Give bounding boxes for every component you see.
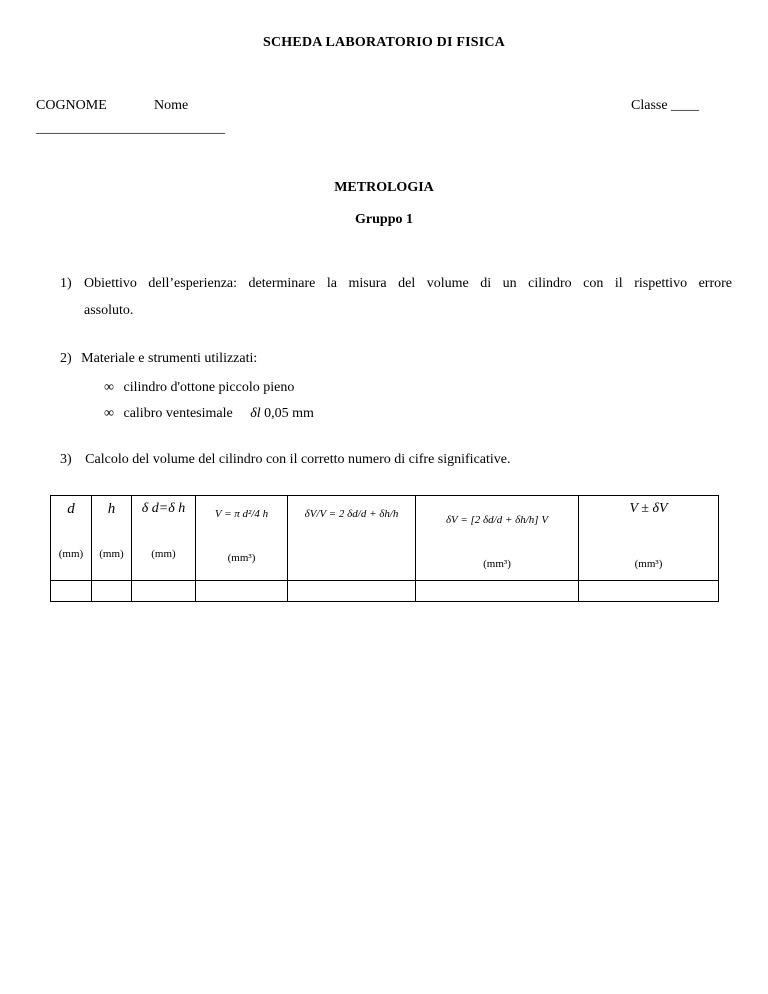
column-unit: (mm³) bbox=[634, 558, 663, 570]
column-symbol: d bbox=[67, 501, 75, 517]
column-unit: (mm) bbox=[99, 548, 124, 560]
classe-label: Classe ____ bbox=[631, 98, 700, 113]
sensitivity-symbol: δl bbox=[250, 406, 261, 421]
page-title: SCHEDA LABORATORIO DI FISICA bbox=[263, 35, 505, 50]
header-cell-absolute-error bbox=[416, 496, 579, 581]
column-symbol: δ d=δ h bbox=[141, 501, 186, 516]
relative-error-formula: δV/V = 2 δd/d + δh/h bbox=[304, 508, 399, 520]
material-text: calibro ventesimale bbox=[123, 406, 233, 421]
calc-number: 3) bbox=[60, 452, 72, 467]
table-cell[interactable] bbox=[92, 581, 132, 602]
column-symbol: h bbox=[107, 501, 116, 517]
column-unit: (mm) bbox=[58, 548, 84, 560]
absolute-error-formula: δV = [2 δd/d + δh/h] V bbox=[445, 514, 549, 526]
table-cell[interactable] bbox=[288, 581, 416, 602]
table-cell[interactable] bbox=[416, 581, 579, 602]
volume-formula: V = π d²/4 h bbox=[214, 508, 269, 520]
column-unit: (mm) bbox=[151, 548, 176, 560]
material-list-item bbox=[104, 400, 314, 427]
materials-text: Materiale e strumenti utilizzati: bbox=[81, 351, 258, 366]
nome-label: Nome bbox=[154, 98, 189, 113]
table-header-row bbox=[51, 496, 719, 581]
section-title: METROLOGIA bbox=[334, 180, 434, 195]
name-blank-line: ___________________________ bbox=[36, 121, 225, 136]
header-cell-result bbox=[579, 496, 719, 581]
header-cell-delta bbox=[132, 496, 196, 581]
calc-item bbox=[60, 446, 510, 473]
materials-item bbox=[60, 345, 257, 372]
materials-number: 2) bbox=[60, 351, 72, 366]
objective-text-line2: assoluto. bbox=[84, 303, 134, 318]
material-list-item bbox=[104, 374, 294, 401]
objective-text-line1: Obiettivo dell’esperienza: determinare la misura del volume di un cilindro con il rispettivo errore bbox=[84, 276, 732, 291]
column-unit: (mm³) bbox=[483, 558, 511, 570]
objective-item bbox=[60, 270, 732, 324]
bullet-icon: ∞ bbox=[104, 406, 114, 421]
objective-number: 1) bbox=[60, 276, 72, 291]
column-unit: (mm³) bbox=[227, 552, 256, 564]
header-cell-d bbox=[51, 496, 92, 581]
table-cell[interactable] bbox=[196, 581, 288, 602]
column-symbol: V ± δV bbox=[629, 501, 668, 516]
calc-text: Calcolo del volume del cilindro con il corretto numero di cifre significative. bbox=[85, 452, 511, 467]
table-cell[interactable] bbox=[51, 581, 92, 602]
table-cell[interactable] bbox=[132, 581, 196, 602]
header-cell-h bbox=[92, 496, 132, 581]
bullet-icon: ∞ bbox=[104, 380, 114, 395]
table-cell[interactable] bbox=[579, 581, 719, 602]
sensitivity-value: 0,05 mm bbox=[264, 406, 314, 421]
header-cell-relative-error bbox=[288, 496, 416, 581]
cognome-label: COGNOME bbox=[36, 98, 107, 113]
table-row bbox=[51, 581, 719, 602]
measurement-table bbox=[50, 495, 719, 602]
material-text: cilindro d'ottone piccolo pieno bbox=[123, 380, 295, 395]
header-cell-volume bbox=[196, 496, 288, 581]
group-label: Gruppo 1 bbox=[355, 212, 413, 227]
